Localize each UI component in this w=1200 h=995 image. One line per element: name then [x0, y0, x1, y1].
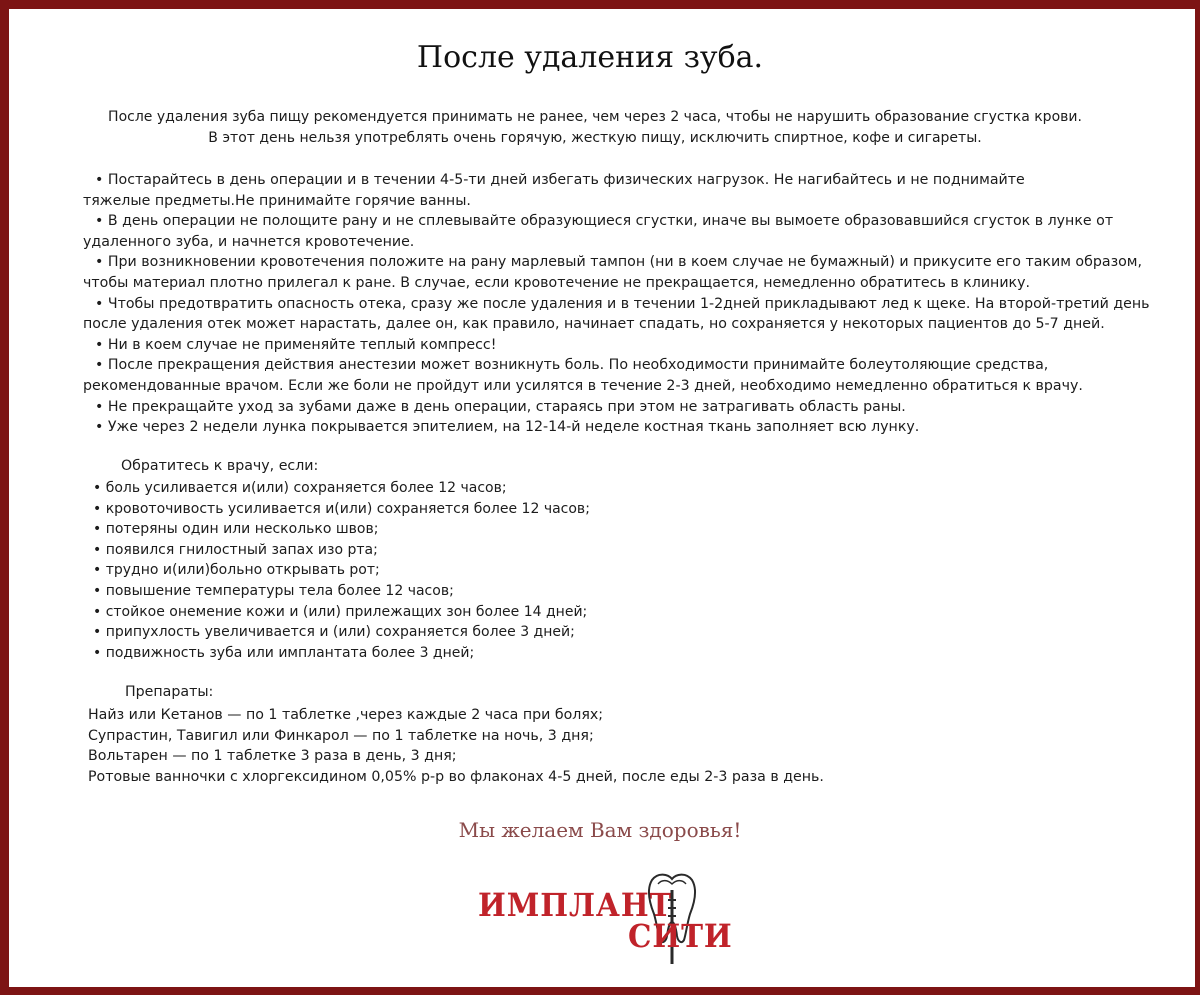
list-item: Супрастин, Тавигил или Финкарол — по 1 таблетке на ночь, 3 дня;	[88, 727, 594, 744]
list-item: • появился гнилостный запах изо рта;	[93, 541, 378, 558]
closing-wish: Мы желаем Вам здоровья!	[458, 818, 742, 842]
clinic-logo	[456, 866, 733, 986]
recommendations-list	[83, 170, 1163, 438]
see-doctor-heading: Обратитесь к врачу, если:	[121, 458, 319, 474]
tip-line: после удаления отек может нарастать, далее он, как правило, начинает спадать, но сохраняется у некоторых пациентов до 5-7 дней.	[83, 316, 1105, 333]
list-item: • потеряны один или несколько швов;	[93, 521, 379, 538]
tip-line: чтобы материал плотно прилегал к ране. В случае, если кровотечение не прекращается, немедленно обратитесь в клинику.	[83, 274, 1031, 291]
tip-line: тяжелые предметы.Не принимайте горячие ванны.	[83, 192, 471, 209]
list-item: • стойкое онемение кожи и (или) прилежащих зон более 14 дней;	[93, 603, 588, 620]
medications-list	[88, 705, 824, 787]
tip-line: рекомендованные врачом. Если же боли не пройдут или усилятся в течение 2-3 дней, необходимо немедленно обратиться к врачу.	[83, 377, 1083, 394]
logo-text-line2: СИТИ	[628, 917, 733, 955]
list-item: • боль усиливается и(или) сохраняется более 12 часов;	[93, 480, 507, 496]
intro-line: В этот день нельзя употреблять очень горячую, жесткую пищу, исключить спиртное, кофе и сигареты.	[208, 130, 982, 146]
list-item: Вольтарен — по 1 таблетке 3 раза в день, 3 дня;	[88, 748, 457, 765]
list-item: • припухлость увеличивается и (или) сохраняется более 3 дней;	[93, 624, 575, 641]
logo-text-line1: ИМПЛАНТ	[478, 886, 673, 924]
list-item: • трудно и(или)больно открывать рот;	[93, 562, 380, 579]
list-item: • кровоточивость усиливается и(или) сохраняется более 12 часов;	[93, 500, 590, 517]
symptoms-list	[93, 478, 590, 663]
medications-heading: Препараты:	[125, 684, 214, 700]
list-item: Ротовые ванночки с хлоргексидином 0,05% р-р во флаконах 4-5 дней, после еды 2-3 раза в день.	[88, 768, 824, 785]
tip-line: • После прекращения действия анестезии может возникнуть боль. По необходимости принимайте болеутоляющие средства,	[95, 357, 1049, 374]
list-item: • подвижность зуба или имплантата более 3 дней;	[93, 644, 475, 661]
intro-paragraph	[0, 107, 1190, 149]
page-title: После удаления зуба.	[416, 40, 764, 75]
tip-line: • Ни в коем случае не применяйте теплый компресс!	[95, 336, 497, 353]
tip-line: • В день операции не полощите рану и не сплевывайте образующиеся сгустки, иначе вы вымоете образовавшийся сгусток в лунке от	[95, 213, 1114, 230]
tip-line: • При возникновении кровотечения положите на рану марлевый тампон (ни в коем случае не бумажный) и прикусите его таким образом,	[95, 254, 1143, 271]
list-item: Найз или Кетанов — по 1 таблетке ,через каждые 2 часа при болях;	[88, 707, 604, 723]
tip-line: • Постарайтесь в день операции и в течении 4-5-ти дней избегать физических нагрузок. Не нагибайтесь и не поднимайте	[95, 172, 1025, 188]
tip-line: удаленного зуба, и начнется кровотечение.	[83, 233, 415, 250]
tip-line: • Не прекращайте уход за зубами даже в день операции, стараясь при этом не затрагивать область раны.	[95, 398, 906, 415]
list-item: • повышение температуры тела более 12 часов;	[93, 582, 454, 599]
intro-line: После удаления зуба пищу рекомендуется принимать не ранее, чем через 2 часа, чтобы не нарушить образование сгустка крови.	[108, 109, 1082, 125]
tip-line: • Уже через 2 недели лунка покрывается эпителием, на 12-14-й неделе костная ткань заполняет всю лунку.	[95, 419, 920, 436]
tip-line: • Чтобы предотвратить опасность отека, сразу же после удаления и в течении 1-2дней прикладывают лед к щеке. На второй-третий день	[95, 295, 1150, 312]
